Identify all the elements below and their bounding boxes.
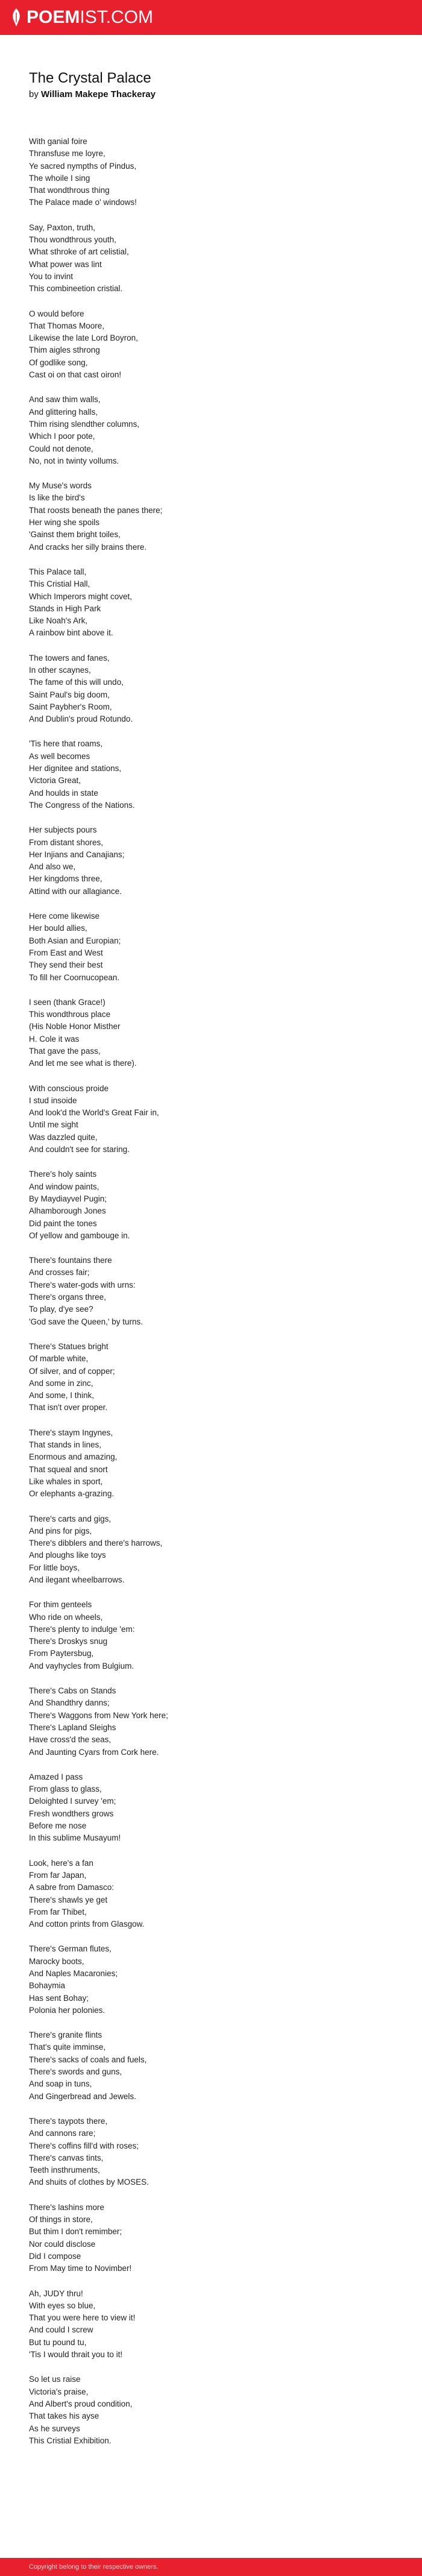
by-label: by (29, 89, 39, 99)
poem-line: And ploughs like toys (29, 1551, 106, 1560)
poem-stanza (29, 136, 391, 209)
poem-line: The Congress of the Nations. (29, 800, 135, 810)
poem-line: This Palace tall, (29, 567, 87, 576)
poem-line: So let us raise (29, 2375, 81, 2384)
site-logo[interactable] (11, 5, 153, 30)
poem-line: My Muse's words (29, 481, 92, 491)
poem-line: Thou wondthrous youth, (29, 235, 116, 245)
poem-line: Ah, JUDY thru! (29, 2288, 83, 2298)
poem-line: This Cristial Hall, (29, 579, 90, 589)
poem-line: From far Japan, (29, 1870, 87, 1880)
poem-line: O would before (29, 309, 84, 318)
poem-line: Thim aigles sthrong (29, 345, 100, 355)
poem-line: Or elephants a-grazing. (29, 1489, 115, 1499)
poem-line: Of things in store, (29, 2215, 93, 2225)
poem-line: Is like the bird's (29, 493, 85, 503)
poem-line: And Gingerbread and Jewels. (29, 2091, 136, 2101)
poem-line: The whoile I sing (29, 173, 90, 183)
poem-line: Her Injians and Canajians; (29, 849, 125, 859)
poem-line: A rainbow bint above it. (29, 628, 113, 638)
poem-stanza (29, 2202, 391, 2275)
poem-line: And vayhycles from Bulgium. (29, 1661, 134, 1671)
poem-line: That takes his ayse (29, 2411, 99, 2421)
poem-stanza (29, 2029, 391, 2103)
poem-line: And Shandthry danns; (29, 1698, 110, 1708)
poem-line: And couldn't see for staring. (29, 1145, 130, 1154)
poem-line: There's holy saints (29, 1170, 97, 1179)
poem-line: What power was lint (29, 259, 102, 269)
poem-line: Have cross'd the seas, (29, 1735, 112, 1745)
poem-line: There's staym Ingynes, (29, 1428, 113, 1437)
poem-line: There's coffins fill'd with roses; (29, 2141, 139, 2150)
poem-line: Attind with our allagiance. (29, 886, 122, 896)
poem-line: Her kingdoms three, (29, 874, 102, 884)
poem-line: Before me nose (29, 1821, 87, 1831)
poem-line: Likewise the late Lord Boyron, (29, 333, 138, 343)
quill-pen-icon (11, 8, 22, 27)
poem-line: (His Noble Honor Misther (29, 1022, 121, 1031)
poem-line: And houlds in state (29, 788, 98, 798)
poem-stanza (29, 1427, 391, 1501)
poem-line: Which Imperors might covet, (29, 591, 133, 601)
poem-content (29, 69, 391, 2460)
poem-stanza (29, 910, 391, 984)
poem-line: There's fountains there (29, 1256, 112, 1265)
poem-line: That Thomas Moore, (29, 321, 105, 330)
poem-line: Her wing she spoils (29, 518, 100, 527)
poem-stanza (29, 480, 391, 553)
poem-line: This combineetion cristial. (29, 284, 123, 294)
poem-line: Which I poor pote, (29, 432, 95, 441)
poem-line: Of marble white, (29, 1354, 89, 1364)
poem-line: And pins for pigs, (29, 1526, 92, 1535)
poem-line: There's dibblers and there's harrows, (29, 1538, 163, 1548)
poem-stanza (29, 2288, 391, 2361)
poem-line: Nor could disclose (29, 2239, 96, 2249)
poem-line: As he surveys (29, 2423, 80, 2433)
poem-line: The fame of this will undo, (29, 678, 124, 687)
poem-line: There's plenty to indulge 'em: (29, 1624, 135, 1634)
poem-line: From far Thibet, (29, 1907, 87, 1916)
poem-stanza (29, 738, 391, 811)
poem-line: Thim rising slendther columns, (29, 419, 140, 429)
site-footer (0, 2558, 422, 2576)
poem-line: Did paint the tones (29, 1218, 97, 1228)
poem-line: And cotton prints from Glasgow. (29, 1919, 145, 1929)
poem-line: Alhamborough Jones (29, 1206, 106, 1216)
poem-line: That isn't over proper. (29, 1403, 108, 1412)
poem-line: Marocky boots, (29, 1956, 84, 1966)
poem-line: There's water-gods with urns: (29, 1280, 136, 1290)
poem-stanza (29, 222, 391, 295)
poem-line: What sthroke of art celistial, (29, 247, 129, 257)
poem-line: Who ride on wheels, (29, 1612, 103, 1622)
poem-body (29, 136, 391, 2447)
poem-line: This Cristial Exhibition. (29, 2436, 112, 2445)
poem-line: You to invint (29, 271, 74, 281)
poem-line: I seen (thank Grace!) (29, 997, 106, 1007)
poem-line: 'Tis here that roams, (29, 739, 103, 749)
poem-line: This wondthrous place (29, 1010, 111, 1019)
poem-stanza (29, 1943, 391, 2017)
poem-line: And cracks her silly brains there. (29, 542, 147, 552)
poem-byline (29, 89, 391, 101)
poem-line: Both Asian and Europian; (29, 936, 121, 945)
poem-line: And look'd the World's Great Fair in, (29, 1108, 159, 1118)
poem-line: There's Lapland Sleighs (29, 1722, 116, 1732)
poem-line: As well becomes (29, 751, 90, 761)
poem-line: From Paytersbug, (29, 1649, 94, 1658)
poem-line: From distant shores, (29, 837, 104, 847)
poem-stanza (29, 1255, 391, 1328)
poem-line: Amazed I pass (29, 1772, 83, 1781)
footer-copyright: Copyright belong to their respective owners. (29, 2563, 159, 2571)
poem-line: That stands in lines, (29, 1440, 102, 1450)
poem-line: Of godlike song, (29, 357, 88, 367)
poem-stanza (29, 2115, 391, 2189)
poem-line: And glittering halls, (29, 407, 98, 417)
poem-line: Fresh wondthers grows (29, 1809, 114, 1818)
poem-line: And some, I think, (29, 1391, 95, 1400)
author-name[interactable]: William Makepe Thackeray (41, 89, 156, 99)
poem-line: Saint Paul's big doom, (29, 690, 110, 699)
poem-line: That wondthrous thing (29, 186, 110, 195)
poem-stanza (29, 1599, 391, 1672)
poem-line: But thim I don't remimber; (29, 2227, 122, 2237)
poem-line: 'Gainst them bright toiles, (29, 530, 121, 540)
poem-line: And Dublin's proud Rotundo. (29, 714, 133, 724)
logo-bold-text: POEM (27, 7, 80, 27)
poem-line: There's swords and guns, (29, 2067, 122, 2077)
poem-line: 'Tis I would thrait you to it! (29, 2350, 123, 2360)
poem-line: That roosts beneath the panes there; (29, 505, 163, 515)
poem-line: In other scaynes, (29, 665, 91, 675)
poem-stanza (29, 308, 391, 382)
poem-line: Her bould allies, (29, 924, 87, 933)
poem-line: Enormous and amazing, (29, 1452, 118, 1462)
poem-line: Teeth insthruments, (29, 2165, 100, 2175)
poem-line: Deloighted I survey 'em; (29, 1797, 116, 1806)
poem-line: And also we, (29, 862, 76, 872)
poem-line: With conscious proide (29, 1083, 109, 1093)
poem-line: Like whales in sport, (29, 1476, 103, 1486)
poem-stanza (29, 1341, 391, 1414)
poem-line: And could I screw (29, 2325, 93, 2335)
poem-line: No, not in twinty vollums. (29, 456, 119, 465)
poem-line: Saint Paybher's Room, (29, 702, 112, 711)
poem-line: Stands in High Park (29, 603, 101, 613)
poem-line: And Naples Macaronies; (29, 1969, 118, 1978)
poem-line: There's taypots there, (29, 2116, 108, 2126)
site-logo-text (27, 5, 153, 30)
poem-line: And Jaunting Cyars from Cork here. (29, 1747, 159, 1757)
poem-line: Ye sacred nympths of Pindus, (29, 161, 137, 171)
poem-line: From East and West (29, 948, 103, 957)
poem-line: There's lashins more (29, 2202, 104, 2212)
poem-line: And Albert's proud condition, (29, 2399, 133, 2408)
poem-line: There's shawls ye get (29, 1895, 108, 1904)
logo-light-text: IST.COM (80, 7, 154, 27)
poem-line: Of yellow and gambouge in. (29, 1230, 130, 1240)
poem-stanza (29, 566, 391, 640)
poem-line: That gave the pass, (29, 1047, 101, 1056)
poem-line: There's Cabs on Stands (29, 1686, 116, 1696)
poem-line: There's Waggons from New York here; (29, 1710, 168, 1720)
poem-line: There's Statues bright (29, 1341, 109, 1351)
poem-line: Victoria Great, (29, 776, 81, 786)
poem-stanza (29, 1857, 391, 1931)
poem-line: From glass to glass, (29, 1784, 102, 1794)
poem-line: There's canvas tints, (29, 2153, 104, 2162)
poem-stanza (29, 1083, 391, 1156)
poem-stanza (29, 824, 391, 898)
poem-line: Say, Paxton, truth, (29, 222, 96, 232)
poem-line: And soap in tuns, (29, 2079, 92, 2089)
poem-stanza (29, 1771, 391, 1845)
poem-stanza (29, 1168, 391, 1242)
poem-line: That squeal and snort (29, 1464, 108, 1474)
site-header (0, 0, 422, 35)
poem-line: With ganial foire (29, 137, 87, 146)
poem-line: And some in zinc, (29, 1378, 93, 1388)
poem-line: There's Droskys snug (29, 1637, 108, 1646)
poem-line: Was dazzled quite, (29, 1132, 98, 1142)
poem-line: Her dignitee and stations, (29, 764, 122, 773)
poem-line: Until me sight (29, 1120, 78, 1130)
poem-stanza (29, 1685, 391, 1759)
poem-line: That's quite imminse, (29, 2042, 106, 2052)
poem-line: Here come likewise (29, 912, 100, 921)
poem-line: There's German flutes, (29, 1944, 112, 1954)
poem-line: Her subjects pours (29, 825, 97, 835)
poem-line: But tu pound tu, (29, 2337, 87, 2347)
poem-line: And let me see what is there). (29, 1059, 137, 1068)
poem-line: Has sent Bohay; (29, 1993, 89, 2003)
poem-line: And shuits of clothes by MOSES. (29, 2178, 149, 2187)
poem-line: To fill her Coornucopean. (29, 972, 120, 982)
poem-line: There's organs three, (29, 1293, 106, 1302)
poem-line: With eyes so blue, (29, 2300, 96, 2310)
poem-stanza (29, 2373, 391, 2447)
poem-stanza (29, 394, 391, 467)
poem-title: The Crystal Palace (29, 70, 151, 86)
poem-stanza (29, 1513, 391, 1587)
poem-line: The Palace made o' windows! (29, 198, 137, 207)
poem-line: There's carts and gigs, (29, 1514, 112, 1523)
poem-line: Like Noah's Ark, (29, 616, 88, 626)
poem-line: The towers and fanes, (29, 653, 110, 663)
poem-line: 'God save the Queen,' by turns. (29, 1317, 143, 1326)
poem-line: And ilegant wheelbarrows. (29, 1575, 125, 1584)
poem-line: And window paints, (29, 1182, 99, 1191)
poem-line: And saw thim walls, (29, 395, 101, 405)
poem-line: Of silver, and of copper; (29, 1366, 115, 1376)
poem-line: In this sublime Musayum! (29, 1833, 121, 1843)
poem-line: There's sacks of coals and fuels, (29, 2055, 147, 2064)
poem-stanza (29, 652, 391, 726)
poem-line: Victoria's praise, (29, 2387, 89, 2396)
poem-line: Did I compose (29, 2251, 81, 2261)
poem-line: To play, d'ye see? (29, 1305, 93, 1314)
poem-line: That you were here to view it! (29, 2313, 136, 2323)
poem-line: Thransfuse me loyre, (29, 149, 106, 159)
poem-line: For little boys, (29, 1563, 80, 1572)
poem-line: From May time to Novimber! (29, 2264, 132, 2273)
poem-line: By Maydiayvel Pugin; (29, 1194, 107, 1203)
poem-stanza (29, 997, 391, 1070)
poem-line: For thim genteels (29, 1600, 92, 1610)
poem-line: Could not denote, (29, 444, 93, 453)
poem-line: Look, here's a fan (29, 1858, 93, 1868)
poem-line: Polonia her polonies. (29, 2005, 106, 2015)
poem-line: H. Cole it was (29, 1034, 80, 1044)
poem-line: Bohaymia (29, 1981, 66, 1991)
poem-line: And cannons rare; (29, 2129, 96, 2138)
poem-line: And crosses fair; (29, 1268, 90, 1277)
poem-line: They send their best (29, 960, 103, 970)
poem-line: Cast oi on that cast oiron! (29, 370, 122, 380)
poem-line: I stud insoide (29, 1095, 77, 1105)
poem-line: There's granite flints (29, 2030, 102, 2040)
poem-line: A sabre from Damasco: (29, 1883, 115, 1892)
